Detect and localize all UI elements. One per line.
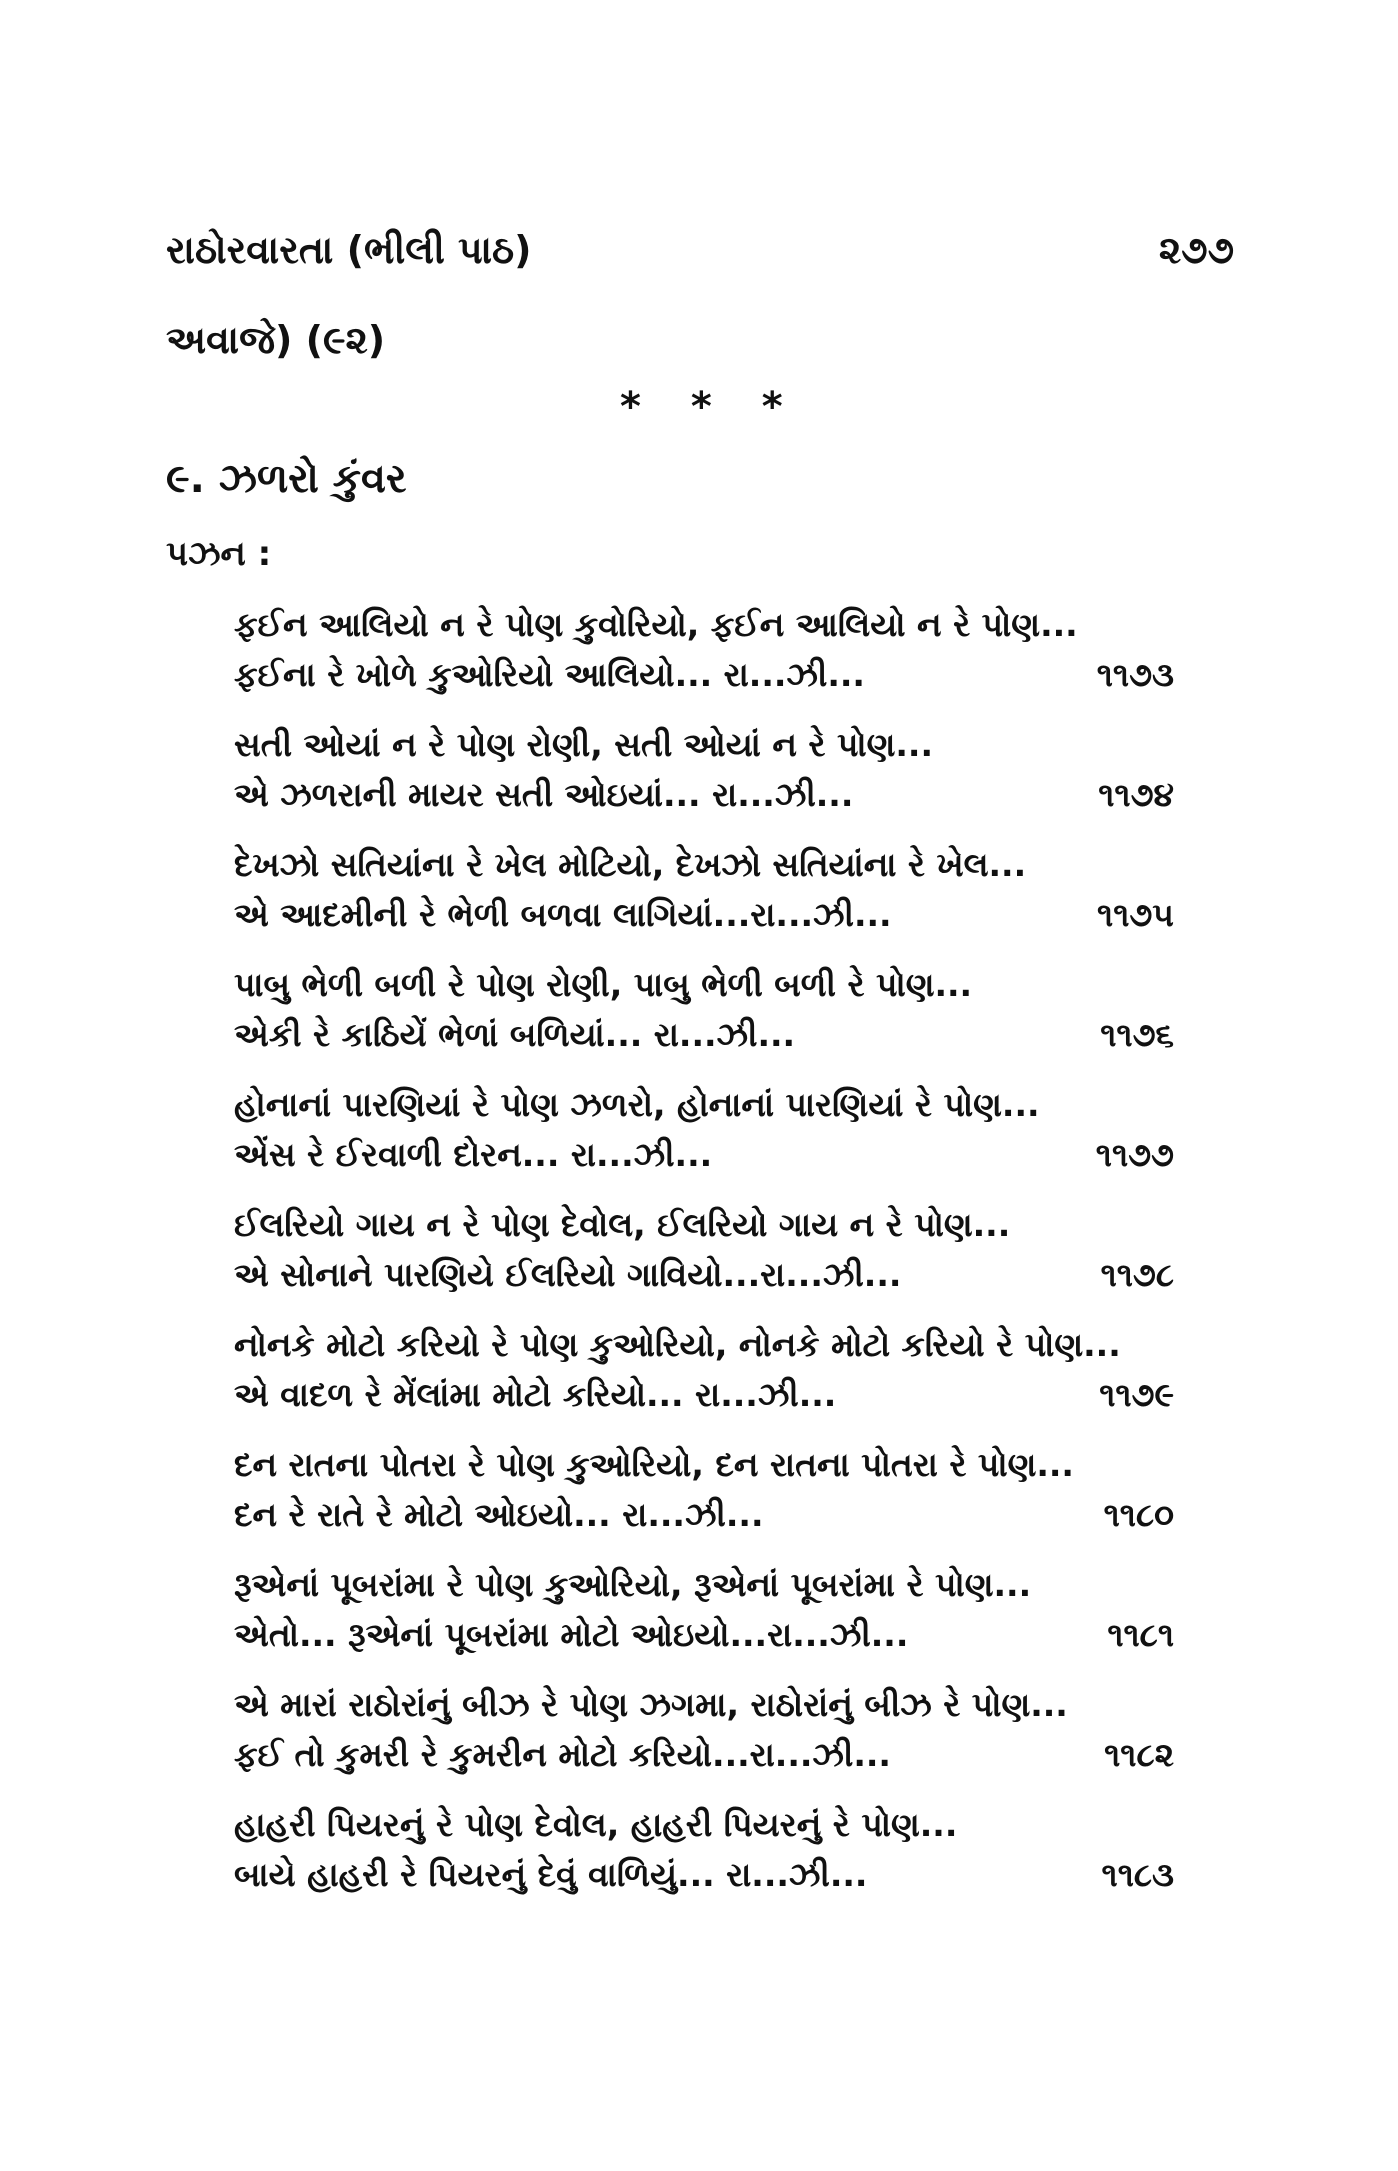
verse-line-2: એ ઝળરાની માયર સતી ઓઇયાં... રા...ઝી... [234,775,854,814]
verse-list [234,600,1234,1920]
verse-line-2: ફઈ તો કુમરી રે કુમરીન મોટો કરિયો...રા...ઝી... [234,1735,891,1774]
verse-line-2-row [234,650,1234,700]
verse-line-2: એ સોનાને પારણિયે ઈલરિયો ગાવિયો...રા...ઝી... [234,1255,902,1294]
header-title: રાઠોરવારતા (ભીલી પાઠ) [166,228,532,272]
verse-line-2: બાયે હાહરી રે પિયરનું દેવું વાળિયું... રા...ઝી... [234,1855,868,1894]
verse [234,840,1234,960]
verse [234,720,1234,840]
verse [234,1080,1234,1200]
verse-line-2-row [234,1370,1234,1420]
verse-line-2-row [234,1730,1234,1780]
continuation-text: અવાજે) (૯૨) [166,318,386,362]
verse [234,1320,1234,1440]
verse-line-1: પાબુ ભેળી બળી રે પોણ રોણી, પાબુ ભેળી બળી રે પોણ... [234,965,973,1004]
verse [234,1200,1234,1320]
verse-number: ૧૧૮૩ [1101,1855,1174,1894]
verse-number: ૧૧૭૫ [1097,895,1174,934]
verse-line-2-row [234,1010,1234,1060]
verse-line-1: ફઈન આલિયો ન રે પોણ કુવોરિયો, ફઈન આલિયો ન રે પોણ... [234,605,1078,644]
running-header [166,228,1234,273]
verse-number: ૧૧૭૭ [1095,1135,1174,1174]
verse-line-2-row [234,1130,1234,1180]
verse-number: ૧૧૭૯ [1099,1375,1174,1414]
verse-number: ૧૧૭૩ [1096,655,1174,694]
verse [234,1680,1234,1800]
verse-line-2-row [234,1490,1234,1540]
verse-line-2-row [234,890,1234,940]
verse-line-1: એ મારાં રાઠોરાંનું બીઝ રે પોણ ઝગમા, રાઠોરાંનું બીઝ રે પોણ... [234,1685,1068,1724]
section-separator: * * * [620,384,801,430]
verse-number: ૧૧૭૮ [1100,1255,1174,1294]
section-title: ૯. ઝળરો કુંવર [166,456,407,502]
verse-line-2: એ વાદળ રે મેંલાંમા મોટો કરિયો... રા...ઝી... [234,1375,837,1414]
section-label: પઝન : [166,534,272,574]
verse-line-1: હોનાનાં પારણિયાં રે પોણ ઝળરો, હોનાનાં પારણિયાં રે પોણ... [234,1085,1040,1124]
verse [234,1440,1234,1560]
verse-line-1: નોનકે મોટો કરિયો રે પોણ કુઓરિયો, નોનકે મોટો કરિયો રે પોણ... [234,1325,1121,1364]
verse-line-2-row [234,1250,1234,1300]
page-number: ૨૭૭ [1158,228,1234,272]
verse-line-2: દન રે રાતે રે મોટો ઓઇયો... રા...ઝી... [234,1495,764,1534]
verse [234,960,1234,1080]
verse-line-1: દેખઝો સતિયાંના રે ખેલ મોટિયો, દેખઝો સતિયાંના રે ખેલ... [234,845,1027,884]
verse-line-1: રૂએનાં પૂબરાંમા રે પોણ કુઓરિયો, રૂએનાં પૂબરાંમા રે પોણ... [234,1565,1032,1604]
verse [234,1560,1234,1680]
verse-line-2: એકી રે કાઠિયેં ભેળાં બળિયાં... રા...ઝી... [234,1015,796,1054]
verse-line-2-row [234,1610,1234,1660]
verse-line-2: ફઈના રે ખોળે કુઓરિયો આલિયો... રા...ઝી... [234,655,865,694]
verse-line-1: સતી ઓયાં ન રે પોણ રોણી, સતી ઓયાં ન રે પોણ... [234,725,934,764]
verse [234,1800,1234,1920]
verse-line-2: એતો... રૂએનાં પૂબરાંમા મોટો ઓઇયો...રા...ઝી... [234,1615,909,1654]
verse-line-1: હાહરી પિયરનું રે પોણ દેવોલ, હાહરી પિયરનું રે પોણ... [234,1805,958,1844]
verse-line-1: દન રાતના પોતરા રે પોણ કુઓરિયો, દન રાતના પોતરા રે પોણ... [234,1445,1074,1484]
verse-number: ૧૧૮૧ [1107,1615,1174,1654]
verse-number: ૧૧૭૪ [1098,775,1174,814]
verse-line-2: એ આદમીની રે ભેળી બળવા લાગિયાં...રા...ઝી... [234,895,892,934]
verse-line-2-row [234,1850,1234,1900]
verse-number: ૧૧૮૦ [1103,1495,1174,1534]
verse-number: ૧૧૭૬ [1100,1015,1174,1054]
verse-line-2: એંસ રે ઈરવાળી દોરન... રા...ઝી... [234,1135,713,1174]
verse-line-2-row [234,770,1234,820]
verse-line-1: ઈલરિયો ગાય ન રે પોણ દેવોલ, ઈલરિયો ગાય ન રે પોણ... [234,1205,1011,1244]
verse [234,600,1234,720]
verse-number: ૧૧૮૨ [1104,1735,1174,1774]
